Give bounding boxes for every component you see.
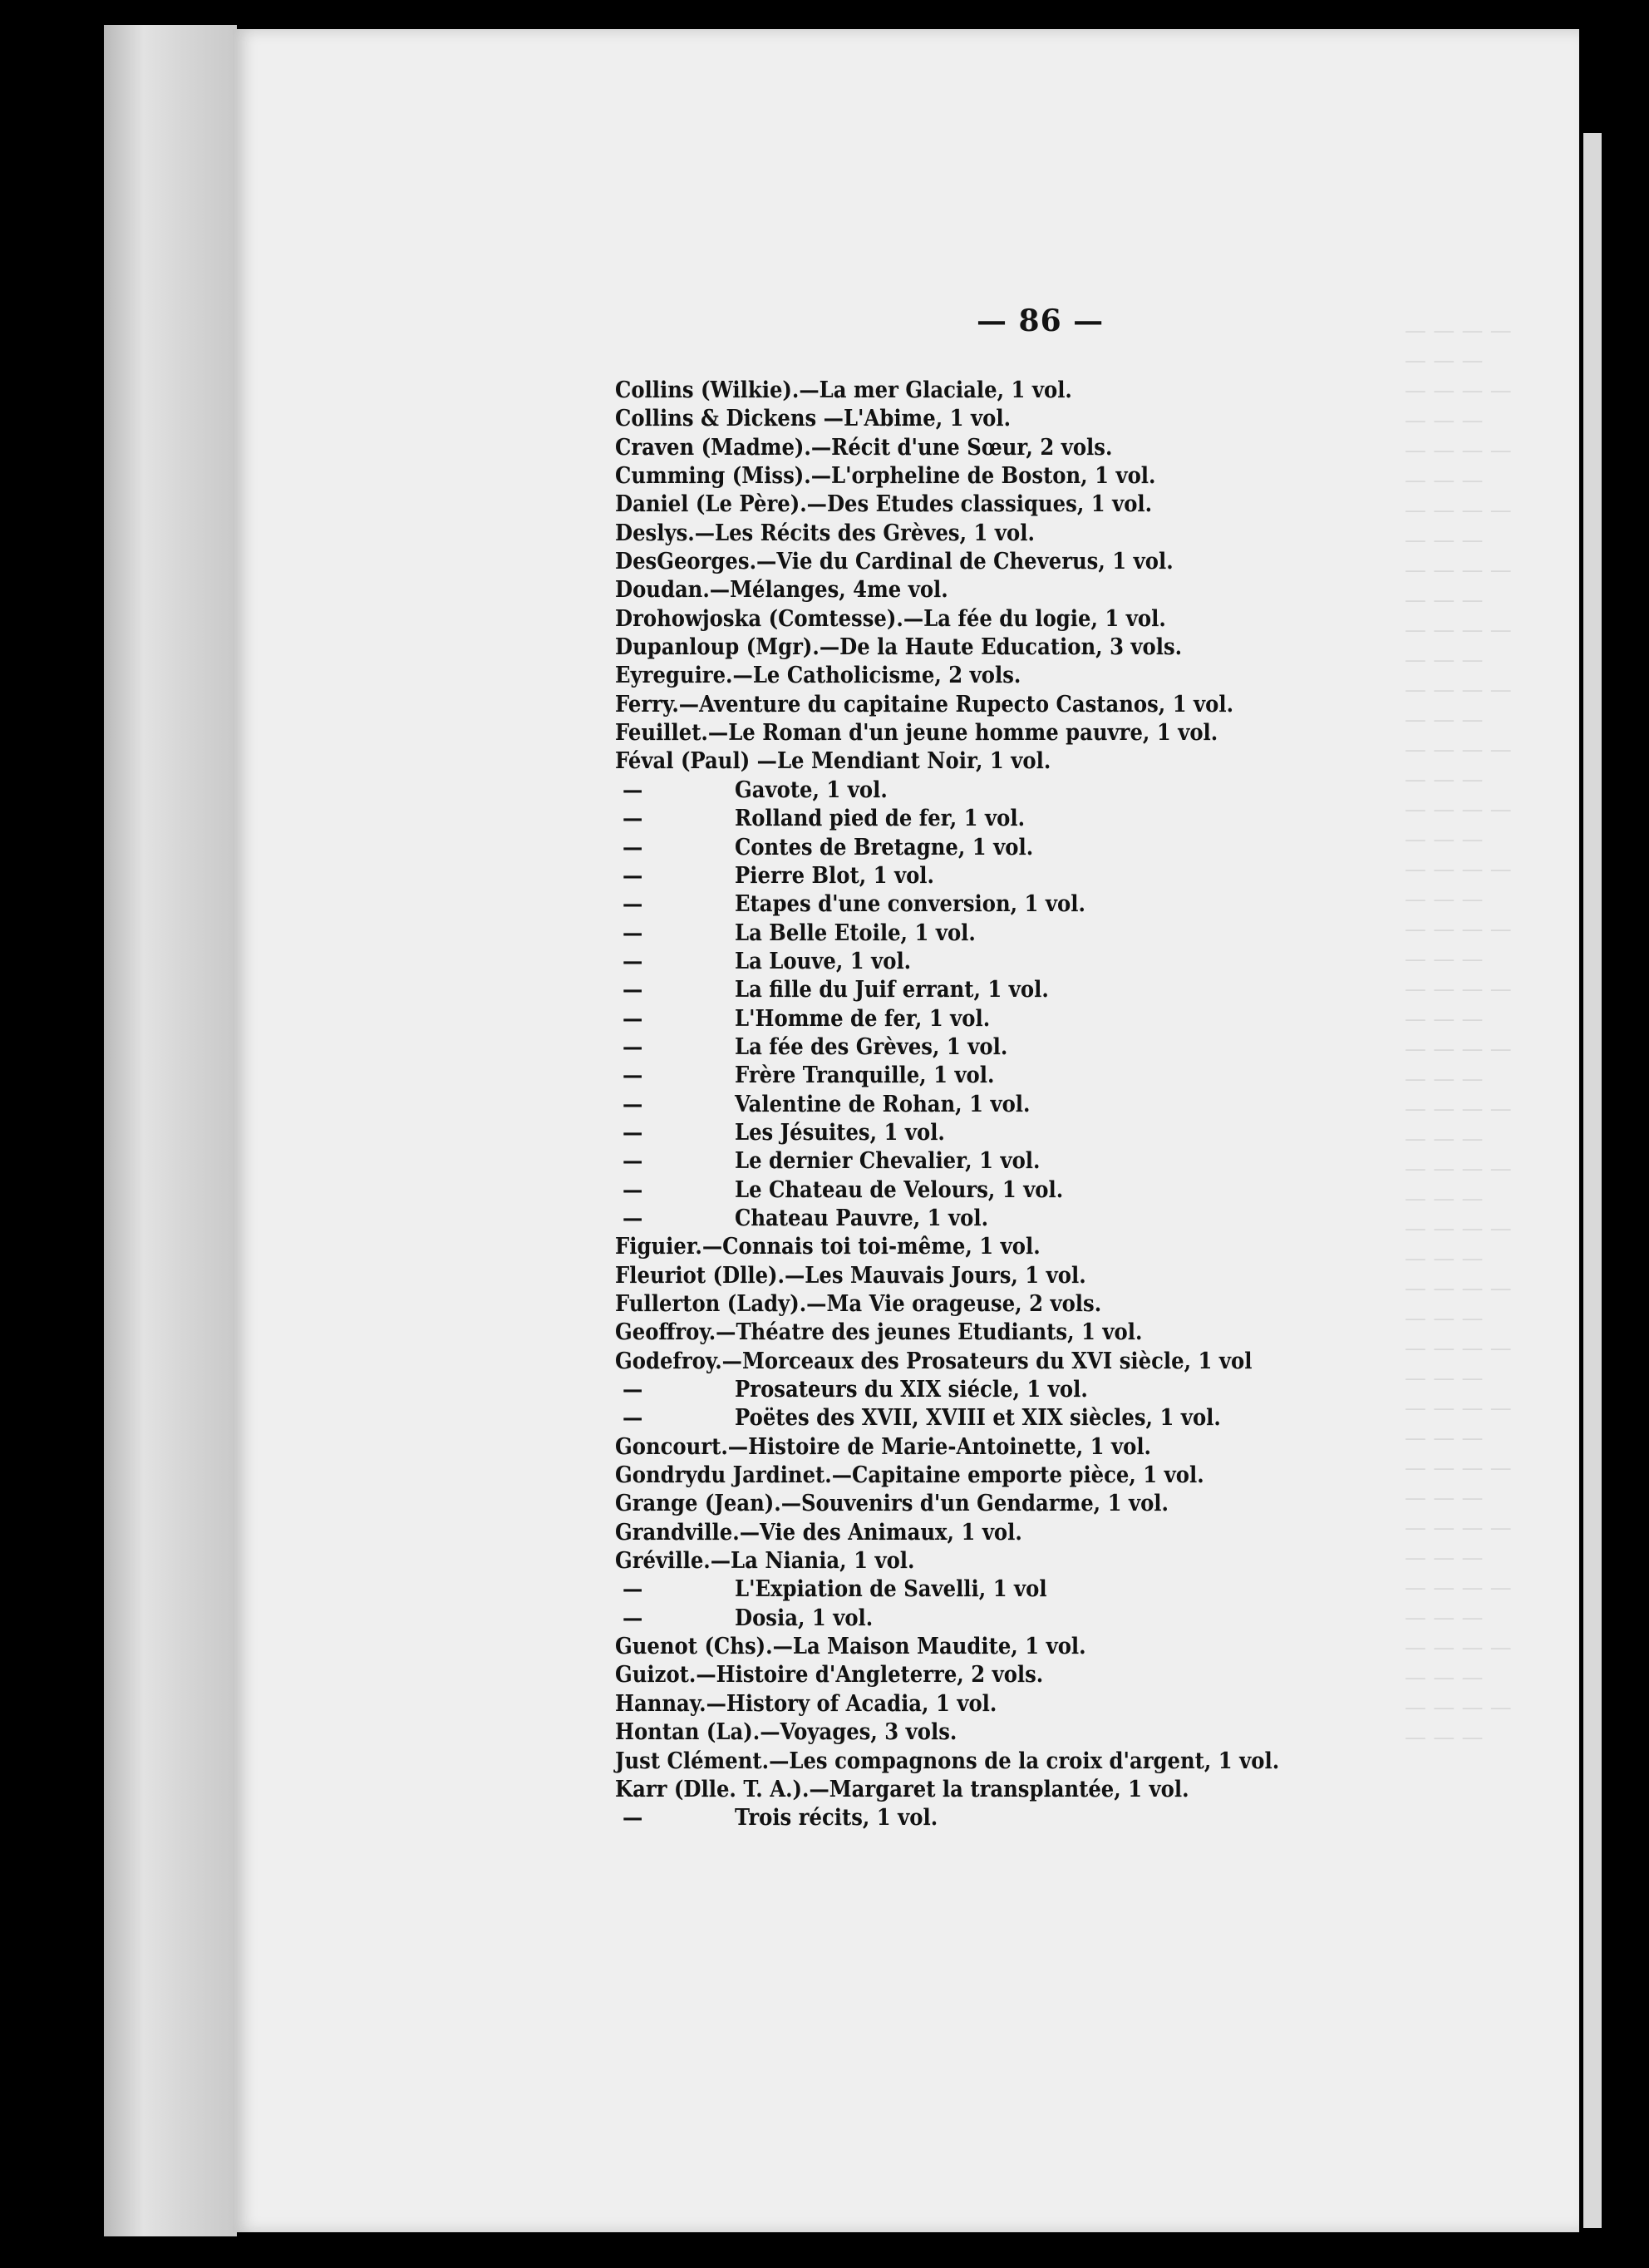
entry-text: Pierre Blot, 1 vol. — [735, 862, 935, 889]
list-item — [615, 1433, 1363, 1462]
entry-text: L'Expiation de Savelli, 1 vol — [735, 1576, 1047, 1603]
list-item-continuation — [615, 1091, 1363, 1119]
list-item-continuation — [615, 948, 1363, 976]
bleed-through-texture: — — — — — — — — — — — — — — — — — — — — — — — — — — — — — — — — — — — — — — — — — — — — — — — — — — — — — — — — — — — — — — — — — — — — — — — — — — — — — — — — — — — — — — — — — — — — — — — — — — — — — — — — — — — — — — — — — — — — — — — — — — — — — — — — — — — — — — — — — — — — — — — — — — — — — — — — — — — — — — — — — — — — — — — — — [1405, 318, 1512, 1750]
entry-text: Drohowjoska (Comtesse).—La fée du logie, 1 vol. — [615, 605, 1166, 632]
list-item — [615, 1690, 1363, 1718]
list-item-continuation — [615, 1119, 1363, 1147]
list-item-continuation — [615, 1176, 1363, 1205]
entry-text: Frère Tranquille, 1 vol. — [735, 1063, 995, 1089]
previous-page-edge — [104, 25, 237, 2236]
entry-text: Gavote, 1 vol. — [735, 777, 888, 803]
list-item — [615, 1490, 1363, 1518]
entry-text: La Belle Etoile, 1 vol. — [735, 920, 976, 946]
ditto-dash: — — [623, 1063, 643, 1089]
ditto-dash: — — [623, 1005, 643, 1032]
list-item-continuation — [615, 1205, 1363, 1233]
list-item-continuation — [615, 1605, 1363, 1633]
list-item-continuation — [615, 1062, 1363, 1090]
ditto-dash: — — [623, 1605, 643, 1631]
list-item-continuation — [615, 920, 1363, 948]
list-item — [615, 662, 1363, 690]
list-item — [615, 377, 1363, 405]
entry-text: Chateau Pauvre, 1 vol. — [735, 1205, 989, 1231]
list-item-continuation — [615, 1404, 1363, 1432]
ditto-dash: — — [623, 862, 643, 889]
list-item-continuation — [615, 890, 1363, 919]
ditto-dash: — — [623, 1405, 643, 1432]
entry-text: Guenot (Chs).—La Maison Maudite, 1 vol. — [615, 1634, 1086, 1660]
entry-text: Just Clément.—Les compagnons de la croix d'argent, 1 vol. — [615, 1748, 1280, 1774]
list-item — [615, 691, 1363, 719]
list-item — [615, 1547, 1363, 1575]
entry-text: Ferry.—Aventure du capitaine Rupecto Castanos, 1 vol. — [615, 691, 1234, 717]
entry-text: Doudan.—Mélanges, 4me vol. — [615, 577, 948, 604]
list-item — [615, 520, 1363, 548]
list-item-continuation — [615, 1147, 1363, 1176]
list-item-continuation — [615, 1005, 1363, 1033]
list-item — [615, 491, 1363, 519]
ditto-dash: — — [623, 948, 643, 974]
entry-text: Geoffroy.—Théatre des jeunes Etudiants, 1 vol. — [615, 1319, 1143, 1346]
list-item-continuation — [615, 834, 1363, 862]
list-item — [615, 1718, 1363, 1747]
list-item — [615, 1233, 1363, 1261]
page-number: — 86 — — [977, 303, 1105, 338]
list-item — [615, 1776, 1363, 1804]
list-item-continuation — [615, 1804, 1363, 1832]
list-item — [615, 405, 1363, 433]
ditto-dash: — — [623, 977, 643, 1003]
entry-text: Eyreguire.—Le Catholicisme, 2 vols. — [615, 663, 1021, 689]
list-item — [615, 1661, 1363, 1689]
list-item — [615, 1748, 1363, 1776]
entry-text: La fille du Juif errant, 1 vol. — [735, 977, 1049, 1003]
ditto-dash: — — [623, 1576, 643, 1603]
entry-text: Gréville.—La Niania, 1 vol. — [615, 1548, 915, 1575]
book-list — [615, 377, 1363, 1833]
list-item-continuation — [615, 1033, 1363, 1062]
ditto-dash: — — [623, 1377, 643, 1403]
list-item — [615, 462, 1363, 491]
next-page-edge — [1583, 133, 1602, 2228]
list-item — [615, 1348, 1363, 1376]
entry-text: Dosia, 1 vol. — [735, 1605, 874, 1631]
entry-text: Valentine de Rohan, 1 vol. — [735, 1091, 1031, 1117]
entry-text: Fullerton (Lady).—Ma Vie orageuse, 2 vols. — [615, 1291, 1102, 1317]
list-item — [615, 634, 1363, 662]
list-item — [615, 434, 1363, 462]
ditto-dash: — — [623, 891, 643, 918]
entry-text: Les Jésuites, 1 vol. — [735, 1119, 945, 1146]
list-item-continuation — [615, 1376, 1363, 1404]
list-item — [615, 548, 1363, 576]
entry-text: Poëtes des XVII, XVIII et XIX siècles, 1 vol. — [735, 1405, 1221, 1432]
entry-text: Goncourt.—Histoire de Marie-Antoinette, 1 vol. — [615, 1433, 1152, 1460]
entry-text: La fée des Grèves, 1 vol. — [735, 1033, 1008, 1060]
list-item-continuation — [615, 777, 1363, 805]
entry-text: Godefroy.—Morceaux des Prosateurs du XVI siècle, 1 vol — [615, 1348, 1253, 1374]
list-item — [615, 1319, 1363, 1347]
entry-text: Craven (Madme).—Récit d'une Sœur, 2 vols. — [615, 434, 1113, 461]
entry-text: DesGeorges.—Vie du Cardinal de Cheverus, 1 vol. — [615, 549, 1174, 575]
entry-text: Grandville.—Vie des Animaux, 1 vol. — [615, 1519, 1022, 1546]
list-item — [615, 719, 1363, 747]
entry-text: Figuier.—Connais toi toi-même, 1 vol. — [615, 1234, 1041, 1260]
entry-text: Collins (Wilkie).—La mer Glaciale, 1 vol. — [615, 377, 1072, 403]
ditto-dash: — — [623, 1148, 643, 1175]
entry-text: Feuillet.—Le Roman d'un jeune homme pauvre, 1 vol. — [615, 720, 1218, 747]
entry-text: Trois récits, 1 vol. — [735, 1805, 938, 1832]
entry-text: Hannay.—History of Acadia, 1 vol. — [615, 1690, 997, 1717]
entry-text: Hontan (La).—Voyages, 3 vols. — [615, 1719, 957, 1746]
list-item — [615, 1262, 1363, 1290]
entry-text: Cumming (Miss).—L'orpheline de Boston, 1 vol. — [615, 463, 1156, 490]
list-item — [615, 1290, 1363, 1319]
entry-text: L'Homme de fer, 1 vol. — [735, 1005, 991, 1032]
ditto-dash: — — [623, 1033, 643, 1060]
list-item — [615, 605, 1363, 634]
list-item — [615, 1633, 1363, 1661]
entry-text: La Louve, 1 vol. — [735, 948, 912, 974]
list-item — [615, 747, 1363, 776]
list-item-continuation — [615, 862, 1363, 890]
entry-text: Rolland pied de fer, 1 vol. — [735, 806, 1026, 832]
entry-text: Daniel (Le Père).—Des Etudes classiques, 1 vol. — [615, 491, 1153, 518]
ditto-dash: — — [623, 1176, 643, 1203]
entry-text: Fleuriot (Dlle).—Les Mauvais Jours, 1 vol. — [615, 1262, 1086, 1289]
entry-text: Guizot.—Histoire d'Angleterre, 2 vols. — [615, 1662, 1044, 1689]
list-item-continuation — [615, 976, 1363, 1004]
entry-text: Collins & Dickens —L'Abime, 1 vol. — [615, 406, 1012, 432]
ditto-dash: — — [623, 1205, 643, 1231]
entry-text: Grange (Jean).—Souvenirs d'un Gendarme, 1 vol. — [615, 1491, 1169, 1517]
ditto-dash: — — [623, 1119, 643, 1146]
entry-text: Le dernier Chevalier, 1 vol. — [735, 1148, 1041, 1175]
entry-text: Karr (Dlle. T. A.).—Margaret la transplantée, 1 vol. — [615, 1776, 1189, 1802]
ditto-dash: — — [623, 806, 643, 832]
entry-text: Gondrydu Jardinet.—Capitaine emporte pièce, 1 vol. — [615, 1462, 1204, 1489]
ditto-dash: — — [623, 1091, 643, 1117]
ditto-dash: — — [623, 777, 643, 803]
entry-text: Etapes d'une conversion, 1 vol. — [735, 891, 1085, 918]
entry-text: Féval (Paul) —Le Mendiant Noir, 1 vol. — [615, 748, 1051, 775]
ditto-dash: — — [623, 1805, 643, 1832]
ditto-dash: — — [623, 920, 643, 946]
entry-text: Prosateurs du XIX siécle, 1 vol. — [735, 1377, 1088, 1403]
list-item — [615, 1462, 1363, 1490]
entry-text: Deslys.—Les Récits des Grèves, 1 vol. — [615, 520, 1035, 546]
list-item-continuation — [615, 805, 1363, 833]
list-item-continuation — [615, 1575, 1363, 1604]
ditto-dash: — — [623, 834, 643, 860]
list-item — [615, 1519, 1363, 1547]
list-item — [615, 576, 1363, 604]
entry-text: Le Chateau de Velours, 1 vol. — [735, 1176, 1064, 1203]
entry-text: Dupanloup (Mgr).—De la Haute Education, 3 vols. — [615, 634, 1183, 661]
entry-text: Contes de Bretagne, 1 vol. — [735, 834, 1034, 860]
